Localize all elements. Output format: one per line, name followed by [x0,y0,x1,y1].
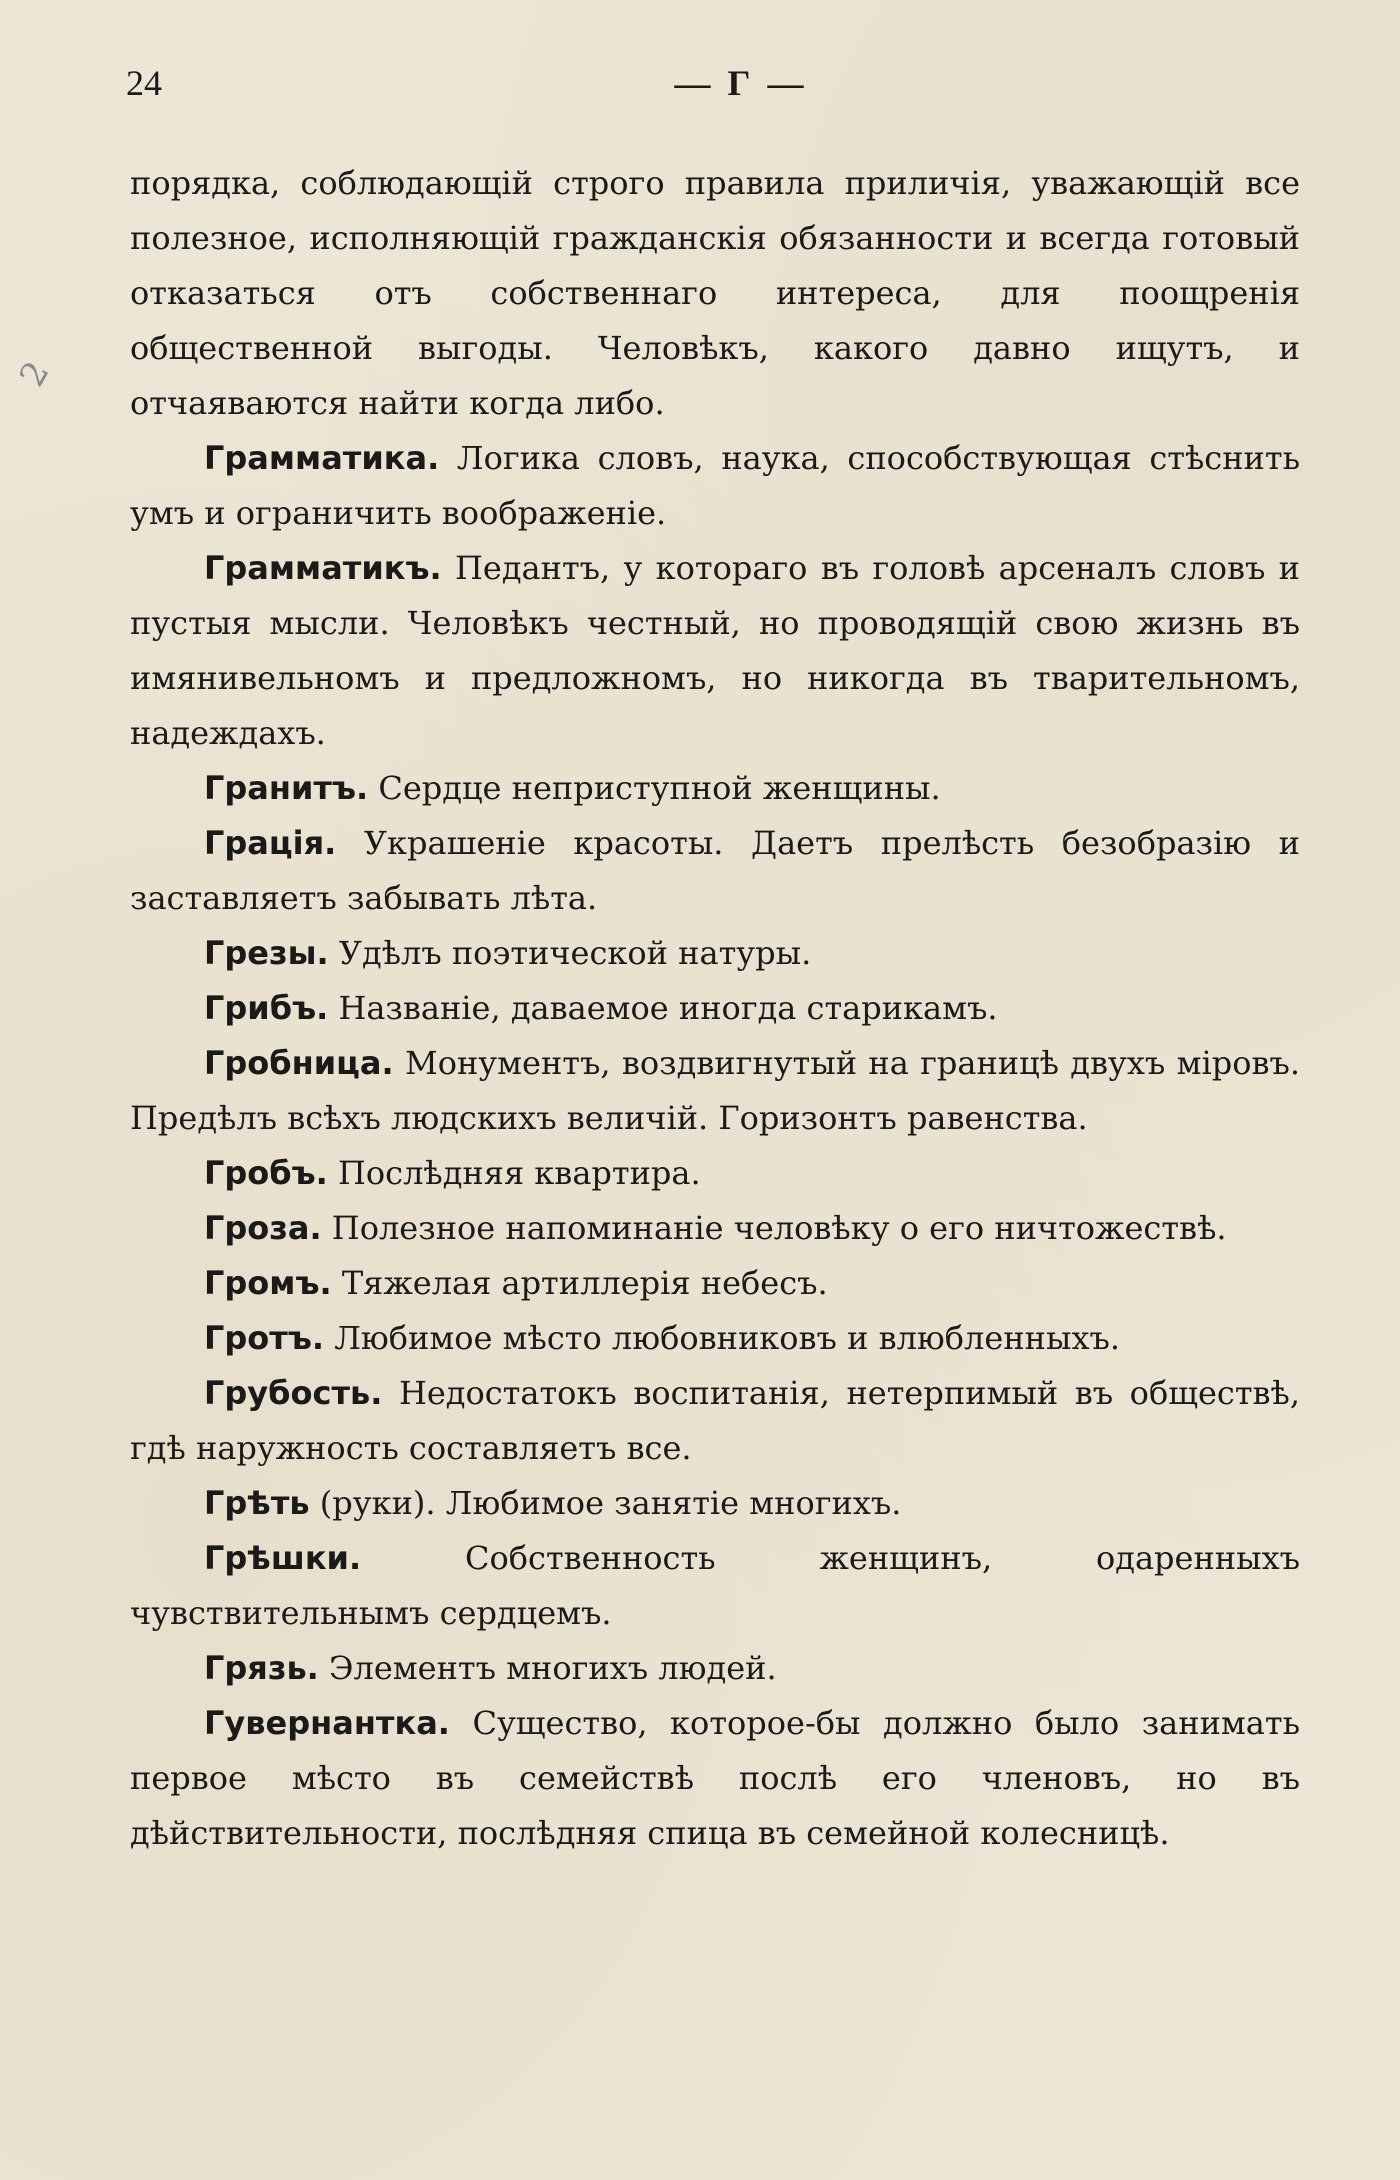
entry-grib [130,981,1300,1036]
entry-definition: Монументъ, воздвигнутый на границѣ двухъ міровъ. Предѣлъ всѣхъ людскихъ величій. Горизонтъ равенства. [130,1044,1300,1137]
entry-grom [130,1256,1300,1311]
entry-term: Грамматика. [204,439,440,477]
entry-groza [130,1201,1300,1256]
entry-term: Громъ. [204,1264,332,1302]
entry-term: Гроза. [204,1209,322,1247]
entry-definition: Элементъ многихъ людей. [318,1649,777,1687]
entry-definition: Названіе, даваемое иногда старикамъ. [328,989,998,1027]
entry-term: Грубость. [204,1374,383,1412]
entry-grammatika [130,431,1300,541]
entry-definition: (руки). Любимое занятіе многихъ. [309,1484,902,1522]
entry-definition: Послѣдняя квартира. [327,1154,701,1192]
page-number: 24 [126,63,162,103]
entry-term: Грѣшки. [204,1539,362,1577]
entry-gret [130,1476,1300,1531]
entry-term: Гротъ. [204,1319,325,1357]
entry-granit [130,761,1300,816]
entry-definition: Собственность женщинъ, одаренныхъ чувствительнымъ сердцемъ. [130,1539,1300,1632]
margin-pencil-note: 2 [12,354,58,394]
entry-grezy [130,926,1300,981]
entry-definition: Недостатокъ воспитанія, нетерпимый въ обществѣ, гдѣ наружность составляетъ все. [130,1374,1300,1467]
entry-definition: Тяжелая артиллерія небесъ. [331,1264,828,1302]
entry-definition: Украшеніе красоты. Даетъ прелѣсть безобразію и заставляетъ забывать лѣта. [130,824,1300,917]
entry-definition: Педантъ, у котораго въ головѣ арсеналъ словъ и пустыя мысли. Человѣкъ честный, но проводящій свою жизнь въ имянивельномъ и предложномъ, но никогда въ тварительномъ, надеждахъ. [130,549,1300,752]
entry-term: Грація. [204,824,337,862]
continued-paragraph: порядка, соблюдающій строго правила приличія, уважающій все полезное, исполняющій гражданскія обязанности и всегда готовый отказаться отъ собственнаго интереса, для поощренія общественной выгоды. Человѣкъ, какого давно ищутъ, и отчаяваются найти когда либо. [130,164,1300,422]
entry-grot [130,1311,1300,1366]
entry-definition: Полезное напоминаніе человѣку о его ничтожествѣ. [321,1209,1227,1247]
entry-guvernantka [130,1696,1300,1861]
dictionary-text [130,156,1300,1861]
entry-term: Гранитъ. [204,769,369,807]
entry-definition: Логика словъ, наука, способствующая стѣснить умъ и ограничить воображеніе. [130,439,1300,532]
entry-grob [130,1146,1300,1201]
entry-greshki [130,1531,1300,1641]
running-head: — Г — [674,63,808,103]
entry-gryaz [130,1641,1300,1696]
page-header [126,62,1300,112]
entry-definition: Любимое мѣсто любовниковъ и влюбленныхъ. [324,1319,1121,1357]
entry-term: Грязь. [204,1649,319,1687]
entry-term: Грѣть [204,1484,310,1522]
entry-term: Гробница. [204,1044,394,1082]
entry-grammatik [130,541,1300,761]
entry-definition: Существо, которое-бы должно было занимать первое мѣсто въ семействѣ послѣ его членовъ, но въ дѣйствительности, послѣдняя спица въ семейной колесницѣ. [130,1704,1300,1852]
entry-grubost [130,1366,1300,1476]
entry-term: Грезы. [204,934,329,972]
entry-term: Грамматикъ. [204,549,442,587]
entry-term: Грибъ. [204,989,329,1027]
entry-definition: Сердце неприступной женщины. [368,769,941,807]
entry-definition: Удѣлъ поэтической натуры. [328,934,812,972]
entry-term: Гувернантка. [204,1704,450,1742]
entry-grobnitsa [130,1036,1300,1146]
entry-gratsiya [130,816,1300,926]
entry-term: Гробъ. [204,1154,328,1192]
